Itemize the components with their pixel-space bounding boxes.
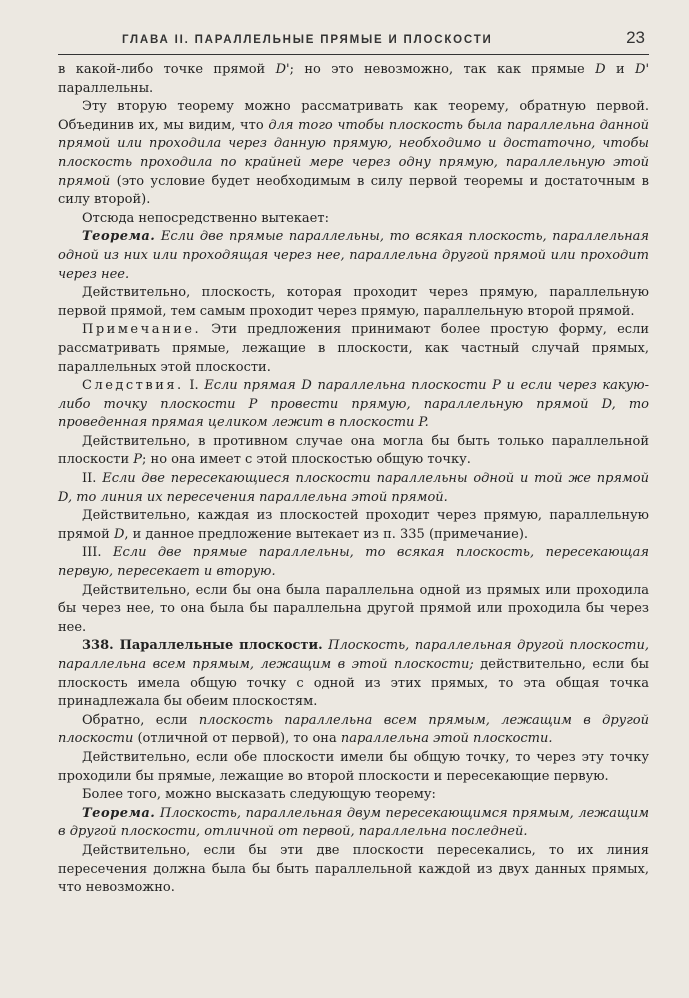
corollary-paragraph: Следствия. I. Если прямая D параллельна плоскости P и если через какую-либо точку плоскости P провести прямую, параллельную прямой D, то проведенная прямая целиком лежит в плоскости P. [58, 378, 649, 431]
page-number: 23 [626, 28, 645, 47]
section-paragraph: 338. Параллельные плоскости. Плоскость, параллельная другой плоскости, параллельна всем прямым, лежащим в этой плоскости; действительно, если бы плоскость имела общую точку с одной из этих прямых, то эта общая точка принадлежала бы обеим плоскостям. [58, 638, 650, 710]
chapter-title: ГЛАВА II. ПАРАЛЛЕЛЬНЫЕ ПРЯМЫЕ И ПЛОСКОСТИ [122, 34, 493, 46]
paragraph: Обратно, если плоскость параллельна всем прямым, лежащим в другой плоскости (отличной от первой), то она параллельна этой плоскости. [58, 712, 649, 747]
paragraph: Эту вторую теорему можно рассматривать как теорему, обратную первой. Объединив их, мы видим, что для того чтобы плоскость была параллельна данной прямой или проходила через данную прямую, необходимо и достаточно, чтобы плоскость проходила по крайней мере через одну прямую, параллельную этой прямой (это условие будет необходимым в силу первой теоремы и достаточным в силу второй). [58, 99, 649, 208]
note-label: Примечание. [82, 322, 202, 338]
paragraph: Отсюда непосредственно вытекает: [82, 210, 329, 226]
paragraph: Более того, можно высказать следующую теорему: [82, 787, 436, 803]
theorem-paragraph: Теорема. Плоскость, параллельная двум пересекающимся прямым, лежащим в другой плоскости, отличной от первой, параллельна последней. [58, 805, 649, 840]
paragraph: Действительно, если бы она была параллельна одной из прямых или проходила бы через нее, то она была бы параллельна другой прямой или проходила бы через нее. [58, 582, 649, 635]
theorem-label: Теорема. [82, 229, 156, 245]
paragraph: Действительно, если бы эти две плоскости пересекались, то их линия пересечения должна была бы быть параллельной каждой из двух данных прямых, что невозможно. [58, 842, 649, 896]
paragraph: Действительно, каждая из плоскостей проходит через прямую, параллельную прямой D, и данное предложение вытекает из п. 335 (примечание). [58, 508, 649, 542]
running-header [58, 26, 649, 55]
paragraph: в какой-либо точке прямой D'; но это невозможно, так как прямые D и D' параллельны. [58, 62, 650, 96]
paragraph: Действительно, если обе плоскости имели бы общую точку, то через эту точку проходили бы прямые, лежащие во второй плоскости и пересекающие первую. [58, 749, 649, 784]
note-paragraph: Примечание. Эти предложения принимают более простую форму, если рассматривать прямые, лежащие в плоскости, как частный случай прямых, параллельных этой плоскости. [58, 322, 649, 375]
paragraph: II. Если две пересекающиеся плоскости параллельны одной и той же прямой D, то линия их пересечения параллельна этой прямой. [58, 471, 649, 505]
theorem-paragraph: Теорема. Если две прямые параллельны, то всякая плоскость, параллельная одной из них или проходящая через нее, параллельна другой прямой или проходит через нее. [58, 229, 649, 282]
paragraph: Действительно, в противном случае она могла бы быть только параллельной плоскости P; но она имеет с этой плоскостью общую точку. [58, 433, 649, 468]
page-body [58, 61, 649, 898]
theorem-label: Теорема. [82, 805, 156, 821]
corollary-label: Следствия. [82, 378, 184, 394]
paragraph: Действительно, плоскость, которая проходит через прямую, параллельную первой прямой, тем самым проходит через прямую, параллельную второй прямой. [58, 285, 649, 319]
section-heading: 338. Параллельные плоскости. [82, 638, 323, 654]
paragraph: III. Если две прямые параллельны, то всякая плоскость, пересекающая первую, пересекает и вторую. [58, 545, 649, 580]
